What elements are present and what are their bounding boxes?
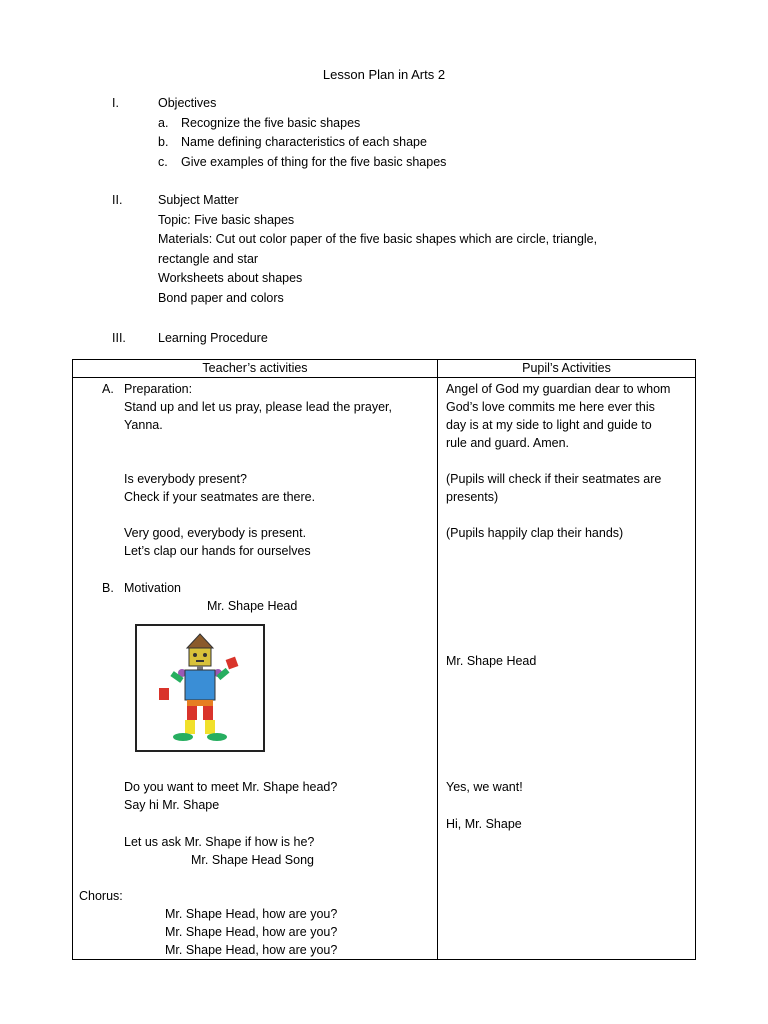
preparation-heading: Preparation: [124,382,193,396]
motivation-title: Mr. Shape Head [207,599,298,613]
pupil-line: (Pupils will check if their seatmates are [446,472,662,486]
pupil-line: presents) [446,490,499,504]
chorus-line: Mr. Shape Head, how are you? [165,925,338,939]
objective-item: a. Recognize the five basic shapes [158,115,361,130]
subject-line: Materials: Cut out color paper of the five basic shapes which are circle, triangle, [158,232,598,247]
document-title: Lesson Plan in Arts 2 [322,67,446,82]
section-number: I. [112,96,119,110]
preparation-letter: A. [102,382,114,396]
pupil-line: rule and guard. Amen. [446,436,569,450]
teacher-column-header: Teacher’s activities [73,360,438,378]
objective-item: b. Name defining characteristics of each shape [158,135,427,150]
pupil-column-header: Pupil’s Activities [438,360,696,378]
subject-line: Bond paper and colors [158,290,284,305]
pupil-line: Hi, Mr. Shape [446,817,522,831]
section-heading: Learning Procedure [158,331,268,345]
section-heading: Subject Matter [158,193,239,207]
pupil-line: day is at my side to light and guide to [446,418,652,432]
teacher-line: Check if your seatmates are there. [124,490,316,504]
mr-shape-head-picture [135,624,265,752]
chorus-line: Mr. Shape Head, how are you? [165,907,338,921]
pupil-line: Mr. Shape Head [446,654,537,668]
teacher-line: Very good, everybody is present. [124,526,307,540]
motivation-letter: B. [102,581,114,595]
pupil-line: (Pupils happily clap their hands) [446,526,624,540]
section-heading: Objectives [158,96,217,110]
teacher-activities-cell [73,378,438,960]
motivation-heading: Motivation [124,581,181,595]
pupil-line: God’s love commits me here ever this [446,400,655,414]
pupil-line: Angel of God my guardian dear to whom [446,382,671,396]
objective-item: c. Give examples of thing for the five basic shapes [158,154,447,169]
teacher-line: Do you want to meet Mr. Shape head? [124,780,338,794]
song-title: Mr. Shape Head Song [191,853,314,867]
chorus-line: Mr. Shape Head, how are you? [165,943,338,957]
subject-line: Topic: Five basic shapes [158,212,295,227]
subject-line: Worksheets about shapes [158,271,303,286]
teacher-line: Let’s clap our hands for ourselves [124,544,311,558]
section-number: III. [112,331,126,345]
subject-line: rectangle and star [158,251,259,266]
pupil-activities-cell [438,378,696,960]
teacher-line: Say hi Mr. Shape [124,798,220,812]
chorus-label: Chorus: [79,889,123,903]
teacher-line: Yanna. [124,418,163,432]
robot-figure [137,626,263,750]
section-number: II. [112,193,123,207]
teacher-line: Is everybody present? [124,472,247,486]
teacher-line: Stand up and let us pray, please lead the prayer, [124,400,393,414]
teacher-line: Let us ask Mr. Shape if how is he? [124,835,315,849]
activities-table [72,359,696,960]
pupil-line: Yes, we want! [446,780,523,794]
